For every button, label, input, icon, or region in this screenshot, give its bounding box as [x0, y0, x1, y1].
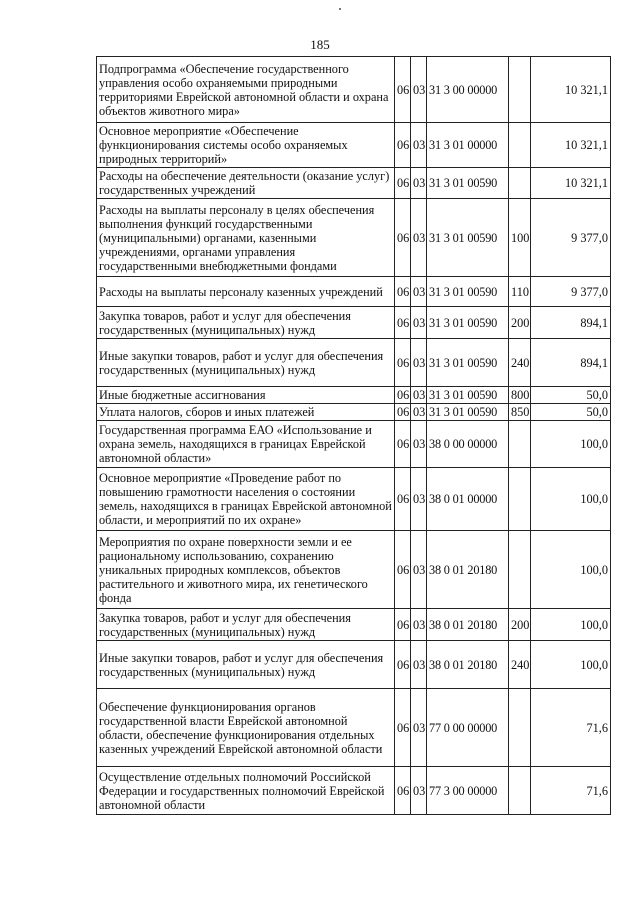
row-subsection-code: 03: [411, 531, 427, 609]
row-amount: 894,1: [531, 339, 611, 387]
row-name: Подпрограмма «Обеспечение государственного управления особо охраняемыми природными территориями Еврейской автономной области и охрана объектов животного мира»: [97, 57, 395, 123]
row-amount: 50,0: [531, 387, 611, 404]
row-amount: 50,0: [531, 404, 611, 421]
table-row: [97, 468, 611, 531]
row-target-article: 31 3 01 00000: [427, 123, 509, 168]
row-expense-type: [509, 468, 531, 531]
row-section-code: 06: [395, 689, 411, 767]
row-amount: 100,0: [531, 421, 611, 468]
table-row: [97, 689, 611, 767]
table-row: [97, 339, 611, 387]
budget-table-body: [97, 57, 611, 815]
row-section-code: 06: [395, 404, 411, 421]
row-name: Закупка товаров, работ и услуг для обеспечения государственных (муниципальных) нужд: [97, 307, 395, 339]
row-target-article: 31 3 01 00590: [427, 387, 509, 404]
row-target-article: 31 3 00 00000: [427, 57, 509, 123]
row-section-code: 06: [395, 277, 411, 307]
row-target-article: 77 0 00 00000: [427, 689, 509, 767]
row-amount: 10 321,1: [531, 168, 611, 199]
row-section-code: 06: [395, 168, 411, 199]
row-section-code: 06: [395, 531, 411, 609]
row-name: Иные бюджетные ассигнования: [97, 387, 395, 404]
row-target-article: 38 0 01 20180: [427, 641, 509, 689]
row-name: Закупка товаров, работ и услуг для обеспечения государственных (муниципальных) нужд: [97, 609, 395, 641]
row-target-article: 38 0 01 00000: [427, 468, 509, 531]
row-section-code: 06: [395, 641, 411, 689]
row-expense-type: 200: [509, 307, 531, 339]
row-subsection-code: 03: [411, 339, 427, 387]
row-target-article: 77 3 00 00000: [427, 767, 509, 815]
row-name: Государственная программа ЕАО «Использование и охрана земель, находящихся в границах Еврейской автономной области»: [97, 421, 395, 468]
row-subsection-code: 03: [411, 404, 427, 421]
table-row: [97, 168, 611, 199]
row-name: Осуществление отдельных полномочий Российской Федерации и государственных полномочий Еврейской автономной области: [97, 767, 395, 815]
row-amount: 894,1: [531, 307, 611, 339]
row-subsection-code: 03: [411, 641, 427, 689]
row-name: Расходы на обеспечение деятельности (оказание услуг) государственных учреждений: [97, 168, 395, 199]
row-section-code: 06: [395, 307, 411, 339]
row-section-code: 06: [395, 387, 411, 404]
row-expense-type: [509, 531, 531, 609]
row-expense-type: 100: [509, 199, 531, 277]
row-section-code: 06: [395, 767, 411, 815]
row-expense-type: 850: [509, 404, 531, 421]
table-row: [97, 387, 611, 404]
table-row: [97, 531, 611, 609]
row-expense-type: 800: [509, 387, 531, 404]
row-subsection-code: 03: [411, 767, 427, 815]
row-subsection-code: 03: [411, 387, 427, 404]
row-subsection-code: 03: [411, 421, 427, 468]
table-row: [97, 609, 611, 641]
page-number: 185: [310, 37, 330, 52]
scan-speck: [339, 8, 341, 10]
table-row: [97, 404, 611, 421]
row-section-code: 06: [395, 468, 411, 531]
row-subsection-code: 03: [411, 168, 427, 199]
row-subsection-code: 03: [411, 689, 427, 767]
row-name: Иные закупки товаров, работ и услуг для обеспечения государственных (муниципальных) нужд: [97, 641, 395, 689]
row-name: Мероприятия по охране поверхности земли и ее рациональному использованию, сохранению уникальных природных комплексов, объектов растительного и животного мира, их генетического фонда: [97, 531, 395, 609]
row-target-article: 31 3 01 00590: [427, 307, 509, 339]
table-row: [97, 307, 611, 339]
row-target-article: 31 3 01 00590: [427, 404, 509, 421]
row-subsection-code: 03: [411, 123, 427, 168]
row-subsection-code: 03: [411, 57, 427, 123]
row-expense-type: [509, 57, 531, 123]
row-amount: 100,0: [531, 531, 611, 609]
row-amount: 100,0: [531, 641, 611, 689]
row-amount: 10 321,1: [531, 57, 611, 123]
row-name: Обеспечение функционирования органов государственной власти Еврейской автономной области, обеспечение функционирования отдельных казенных учреждений Еврейской автономной области: [97, 689, 395, 767]
row-subsection-code: 03: [411, 468, 427, 531]
row-name: Основное мероприятие «Проведение работ по повышению грамотности населения о состоянии земель, находящихся в границах Еврейской автономной области, и мероприятий по их охране»: [97, 468, 395, 531]
row-name: Расходы на выплаты персоналу в целях обеспечения выполнения функций государственными (муниципальными) органами, казенными учреждениями, органами управления государственными внебюджетными фондами: [97, 199, 395, 277]
row-section-code: 06: [395, 339, 411, 387]
row-section-code: 06: [395, 57, 411, 123]
row-expense-type: [509, 123, 531, 168]
row-name: Иные закупки товаров, работ и услуг для обеспечения государственных (муниципальных) нужд: [97, 339, 395, 387]
row-name: Расходы на выплаты персоналу казенных учреждений: [97, 277, 395, 307]
table-row: [97, 421, 611, 468]
row-target-article: 31 3 01 00590: [427, 277, 509, 307]
row-expense-type: 110: [509, 277, 531, 307]
row-target-article: 31 3 01 00590: [427, 168, 509, 199]
table-row: [97, 123, 611, 168]
table-row: [97, 641, 611, 689]
row-name: Основное мероприятие «Обеспечение функционирования системы особо охраняемых природных территорий»: [97, 123, 395, 168]
row-section-code: 06: [395, 609, 411, 641]
row-expense-type: [509, 168, 531, 199]
row-target-article: 31 3 01 00590: [427, 339, 509, 387]
row-subsection-code: 03: [411, 307, 427, 339]
row-target-article: 38 0 01 20180: [427, 531, 509, 609]
row-expense-type: [509, 421, 531, 468]
row-subsection-code: 03: [411, 277, 427, 307]
row-amount: 71,6: [531, 767, 611, 815]
row-section-code: 06: [395, 199, 411, 277]
row-amount: 71,6: [531, 689, 611, 767]
row-amount: 100,0: [531, 468, 611, 531]
budget-table: [96, 56, 611, 815]
table-row: [97, 57, 611, 123]
row-expense-type: 240: [509, 339, 531, 387]
row-name: Уплата налогов, сборов и иных платежей: [97, 404, 395, 421]
row-section-code: 06: [395, 421, 411, 468]
row-amount: 100,0: [531, 609, 611, 641]
row-target-article: 38 0 01 20180: [427, 609, 509, 641]
row-amount: 9 377,0: [531, 277, 611, 307]
table-row: [97, 277, 611, 307]
row-subsection-code: 03: [411, 199, 427, 277]
row-target-article: 31 3 01 00590: [427, 199, 509, 277]
row-subsection-code: 03: [411, 609, 427, 641]
table-row: [97, 767, 611, 815]
row-target-article: 38 0 00 00000: [427, 421, 509, 468]
row-expense-type: [509, 689, 531, 767]
table-row: [97, 199, 611, 277]
row-expense-type: 200: [509, 609, 531, 641]
row-section-code: 06: [395, 123, 411, 168]
row-amount: 10 321,1: [531, 123, 611, 168]
row-expense-type: [509, 767, 531, 815]
row-amount: 9 377,0: [531, 199, 611, 277]
row-expense-type: 240: [509, 641, 531, 689]
